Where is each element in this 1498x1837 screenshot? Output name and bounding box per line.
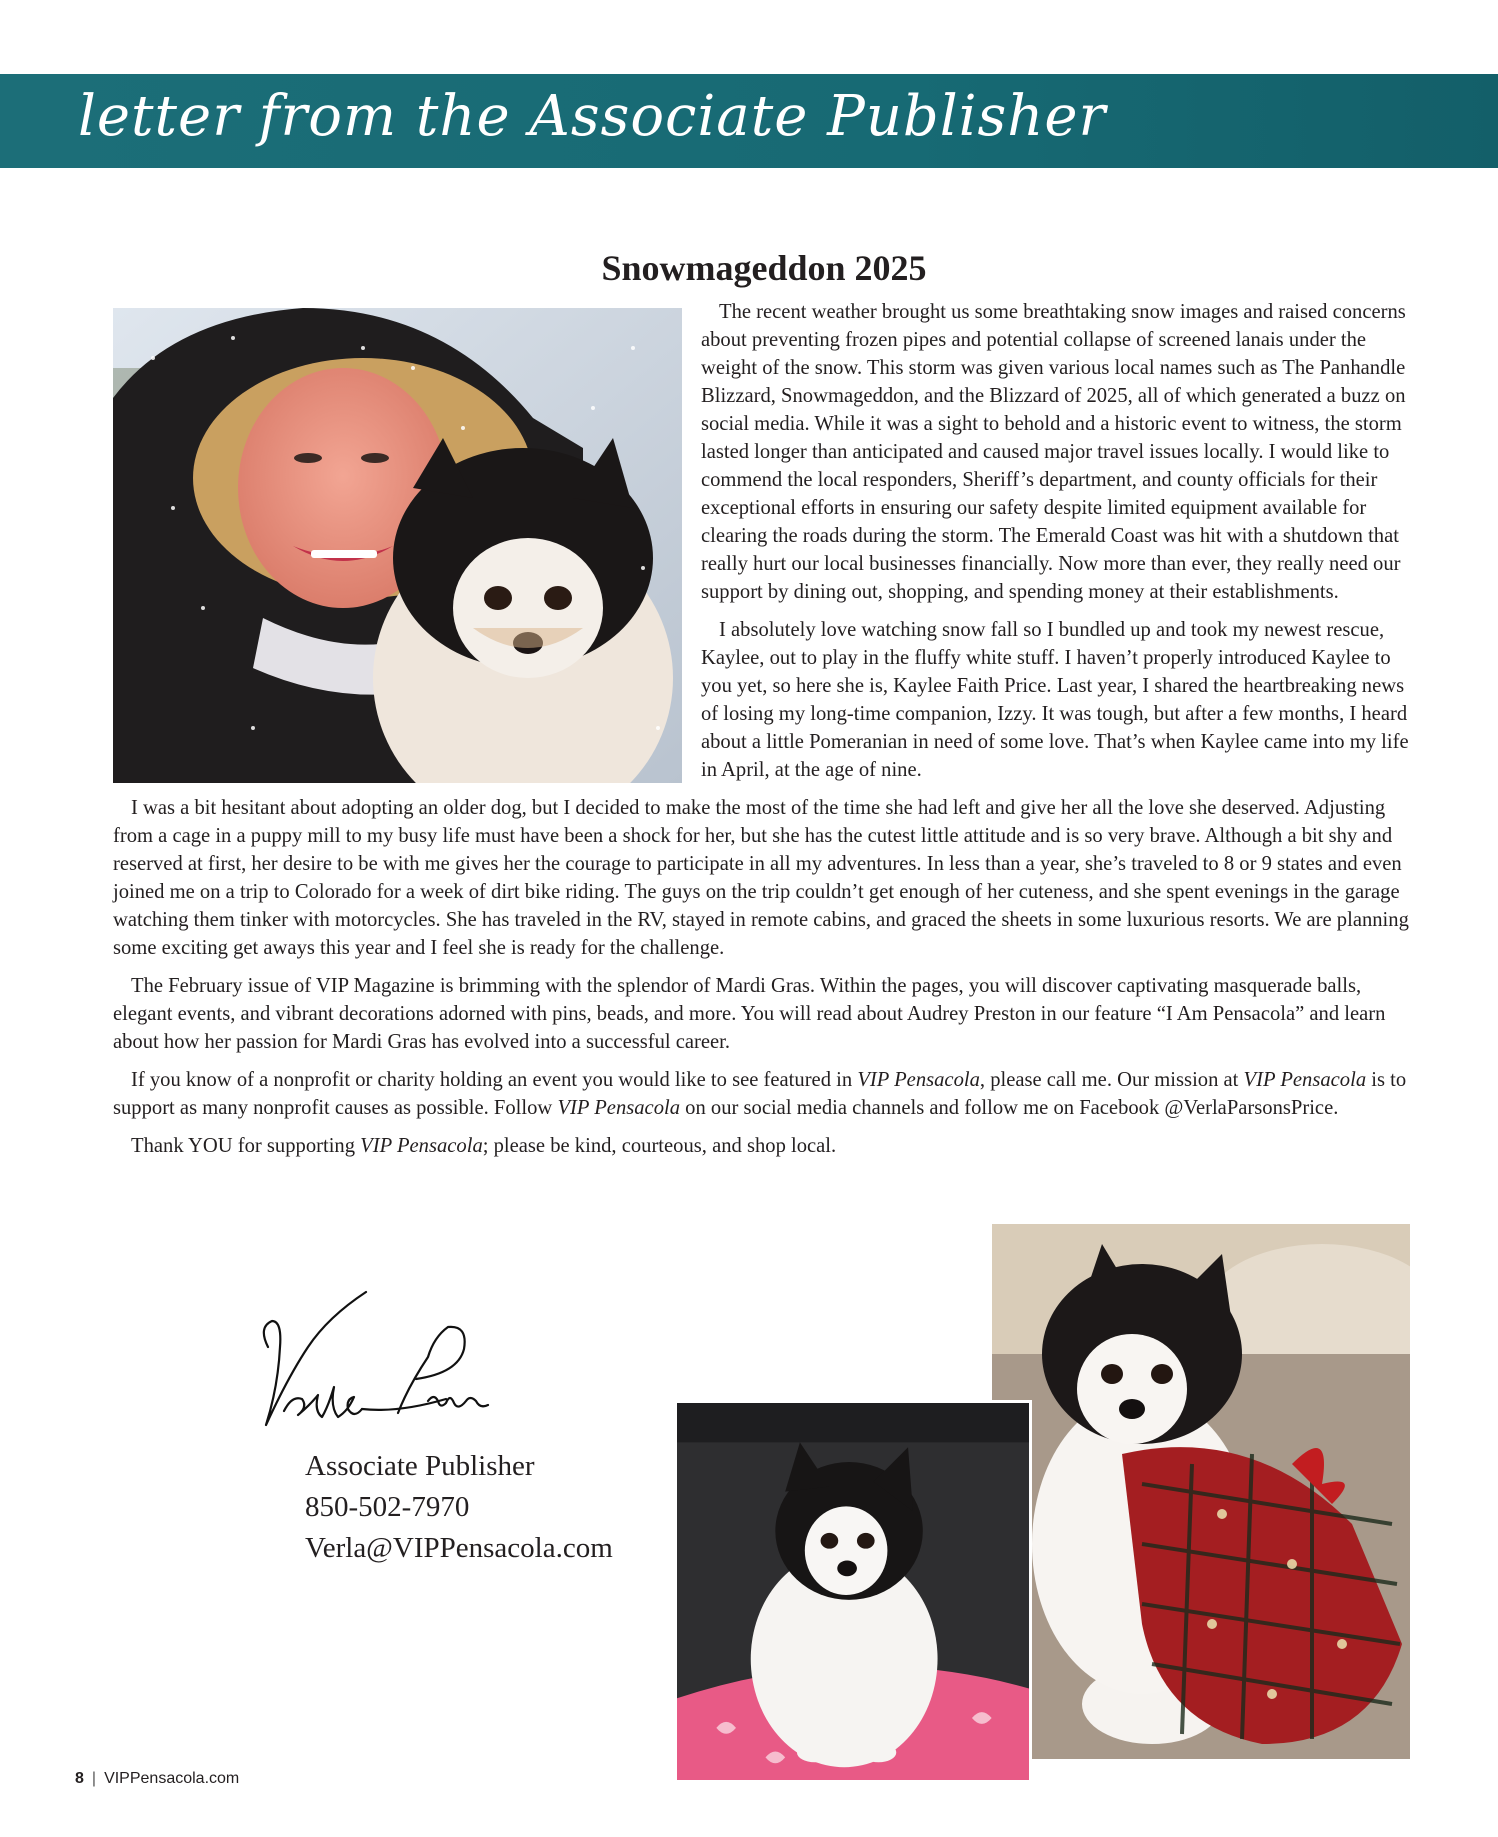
banner-title: letter from the Associate Publisher	[78, 84, 1107, 149]
paragraph-4: The February issue of VIP Magazine is brimming with the splendor of Mardi Gras. Within the pages, you will discover captivating masquerade balls, elegant events, and vibrant decorations adorned with pins, beads, and more. You will read about Audrey Preston in our feature “I Am Pensacola” and learn about how her passion for Mardi Gras has evolved into a successful career.	[113, 975, 1386, 1053]
publication-name: VIP Pensacola	[360, 1135, 483, 1157]
paragraph-6-text-b: ; please be kind, courteous, and shop local.	[482, 1135, 837, 1157]
signature-title: Associate Publisher	[305, 1450, 535, 1482]
footer-separator: |	[91, 1770, 97, 1787]
signature-phone: 850-502-7970	[305, 1491, 470, 1523]
article-body	[113, 298, 1415, 1170]
dog-dress-photo-art	[992, 1224, 1410, 1759]
dog-blanket-photo	[674, 1400, 1032, 1783]
portrait-photo-art	[113, 308, 682, 783]
publication-name: VIP Pensacola	[557, 1097, 681, 1119]
page-footer	[75, 1770, 239, 1788]
portrait-photo	[113, 308, 682, 783]
paragraph-5-text-a: If you know of a nonprofit or charity holding an event you would like to see featured in	[131, 1069, 858, 1091]
header-banner	[0, 74, 1498, 168]
page-number: 8	[75, 1770, 84, 1787]
handwritten-signature	[258, 1287, 498, 1437]
paragraph-3: I was a bit hesitant about adopting an older dog, but I decided to make the most of the time she had left and give her all the love she deserved. Adjusting from a cage in a puppy mill to my busy life must have been a shock for her, but she has the cutest little attitude and is so very brave. Although a bit shy and reserved at first, her desire to be with me gives her the courage to participate in all my adventures. In less than a year, she’s traveled to 8 or 9 states and even joined me on a trip to Colorado for a week of dirt bike riding. The guys on the trip couldn’t get enough of her cuteness, and she spent evenings in the garage watching them tinker with motorcycles. She has traveled in the RV, stayed in remote cabins, and graced the sheets in some luxurious resorts. We are planning some exciting get aways this year and I feel she is ready for the challenge.	[113, 797, 1409, 959]
article-headline: Snowmageddon 2025	[601, 248, 927, 288]
footer-site: VIPPensacola.com	[104, 1770, 240, 1787]
publication-name: VIP Pensacola	[857, 1069, 980, 1091]
paragraph-6	[113, 1132, 933, 1160]
paragraph-2: I absolutely love watching snow fall so I bundled up and took my newest rescue, Kaylee, out to play in the fluffy white stuff. I haven’t properly introduced Kaylee to you yet, so here she is, Kaylee Faith Price. Last year, I shared the heartbreaking news of losing my long-time companion, Izzy. It was tough, but after a few months, I heard about a little Pomeranian in need of some love. That’s when Kaylee came into my life in April, at the age of nine.	[701, 619, 1409, 781]
dog-blanket-photo-art	[677, 1403, 1029, 1780]
paragraph-5	[113, 1066, 1415, 1122]
publication-name: VIP Pensacola	[1243, 1069, 1367, 1091]
paragraph-6-text-a: Thank YOU for supporting	[131, 1135, 361, 1157]
paragraph-1: The recent weather brought us some breathtaking snow images and raised concerns about preventing frozen pipes and potential collapse of screened lanais under the weight of the snow. This storm was given various local names such as The Panhandle Blizzard, Snowmageddon, and the Blizzard of 2025, all of which generated a buzz on social media. While it was a sight to behold and a historic event to witness, the storm lasted longer than anticipated and caused major travel issues locally. I would like to commend the local responders, Sheriff’s department, and county officials for their exceptional efforts in ensuring our safety despite limited equipment available for clearing the roads during the storm. The Emerald Coast was hit with a shutdown that really hurt our local businesses financially. Now more than ever, they really need our support by dining out, shopping, and spending money at their establishments.	[701, 301, 1406, 603]
paragraph-5-text-c: is to support as many nonprofit causes as possible. Follow	[113, 1069, 1407, 1119]
dog-dress-photo	[992, 1224, 1410, 1759]
signature-email: Verla@VIPPensacola.com	[305, 1532, 613, 1564]
paragraph-5-text-d: on our social media channels and follow me on Facebook @VerlaParsonsPrice.	[680, 1097, 1339, 1119]
paragraph-5-text-b: , please call me. Our mission at	[979, 1069, 1244, 1091]
